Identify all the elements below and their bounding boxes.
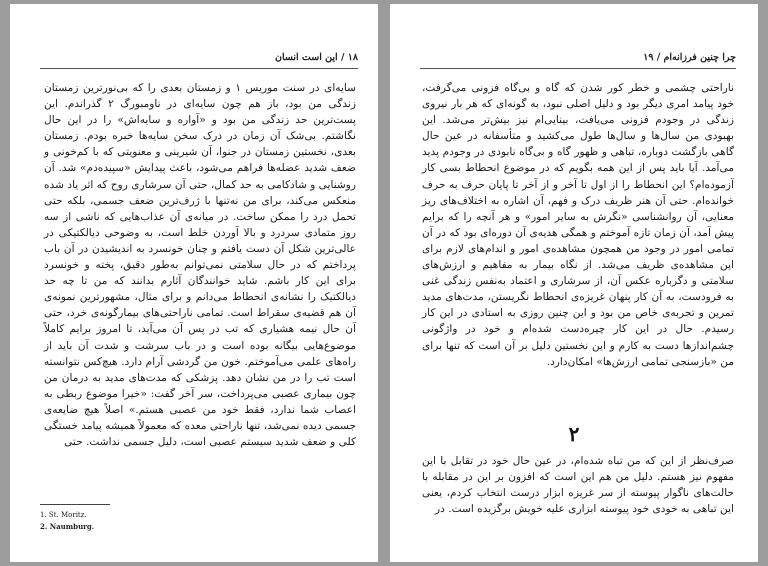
left-running-head: ۱۸ / این است انسان: [275, 52, 358, 63]
left-header-rule: [40, 68, 358, 69]
left-page: [10, 4, 378, 562]
footnotes: [40, 510, 94, 532]
footnote-1: 1. St. Moritz.: [40, 511, 87, 519]
footnote-rule: [40, 504, 110, 505]
right-paragraph: ناراحتی چشمی و خطر کور شدن که گاه و بی‌گاه فزونی می‌گرفت، خود پیامد امری دیگر بود و دلیل اصلی نبود، به گونه‌ای که هر بار نیروی زندگی در وجودم فزونی می‌یافت، بینایی‌ام نیز بیش‌تر می‌شد. این بهبودی من سال‌ها و سال‌ها طول می‌کشید و متأسفانه در عین حال گاهی بازگشت دوباره، تباهی و ظهور گاه و بی‌گاه نابودی در وجودم پدید می‌آمد. آیا باید پس از این همه بگویم که در موضوع انحطاط بسی کار آزموده‌ام؟ این انحطاط را از اول تا آخر و از آخر تا پایان حرف به حرف خوانده‌ام. حتی آن هنر ظریف درک و فهم، آن اشاره به اختلاف‌های ریز معنایی، آن روانشناسی «نگرش به سایر امور» و هر آنچه را که برایم پیش آمد، آن زمان تازه آموختم و همگی هدیه‌ی آن دوره‌ای بود که در آن تمامی امور در وجود من همچون مشاهده‌ی امور و اندام‌های لازم برای این مشاهده‌ی ظریف می‌شد. از نگاه بیمار به مفاهیم و ارزش‌های سلامتی و دگرباره عکس آن، از سرشاری و اعتماد به‌نفس زندگی غنی به فرودست، به آن کار پنهان غریزه‌ی انحطاط نگریستن، مدت‌های مدید تمرین و تجربه‌ی خاص من بود و این چنین روزی به استادی در این کار رسیدم. حال در این کار چیره‌دست شده‌ام و خود در واژگونی چشم‌اندازها دست به کارم و این نخستین دلیل بر آن است که تنها برای من «بازسنجی تمامی ارزش‌ها» امکان‌دارد.: [422, 82, 734, 368]
right-page: [390, 4, 758, 562]
right-running-head: چرا چنین فرزانه‌ام / ۱۹: [643, 52, 736, 63]
footnote-2: 2. Naumburg.: [40, 522, 95, 531]
section-2-text: [422, 453, 734, 517]
right-body-text: [422, 80, 734, 370]
left-paragraph: سایه‌ای در سنت موریس ۱ و زمستان بعدی را که بی‌نورترین زمستان زندگی من بود، باز هم چون سایه‌ای در ناومبورگ ۲ گذراندم. این پست‌ترین حد زندگی من بود و «آواره و سایه‌اش» را در این حال نگاشتم. بی‌شک آن زمان در درک سخن سایه‌ها خبره بودم. زمستان بعدی، نخستین زمستان در جنوا، آن شیرینی و معنویتی که با کم‌خونی و ضعف شدید عضله‌ها فراهم می‌شود، باعث پیدایش «سپیده‌دم» شد. آن روشنایی و شادکامی به حد کمال، حتی آن سرشاری روح که اثر یاد شده منعکس می‌کند، برای من نه‌تنها با ژرف‌ترین ضعف جسمی، بلکه حتی تحمل درد را ممکن ساخت. در میانه‌ی آن عذاب‌هایی که ناشی از سه روز متمادی سردرد و بالا آوردن خلط است، به وضوحی دیالکتیکی در عالی‌ترین شکل آن دست یافتم و چنان خونسرد به اندیشیدن در آن باب پرداختم که در حال سلامتی نمی‌توانم به‌طور دقیق، پخته و خونسرد برای این کار باشم. شاید خوانندگان آثارم بدانند که من تا چه حد دیالکتیک را نشانه‌ی انحطاط می‌دانم و برای مثال، مشهورترین نمونه‌ی آن هم قضیه‌ی سقراط است. تمامی ناراحتی‌های بیمارگونه‌ی خرد، حتی آن حال نیمه هشیاری که تب در پس آن می‌آید، تا امروز برایم کاملاً موضوع‌هایی بیگانه بوده است و در باب سرشت و شدت آن باید از راه‌های علمی می‌آموختم. خون من گردشی آرام دارد. هیچ‌کس نتوانسته است تب را در من نشان دهد. پزشکی که مدت‌های مدید به درمان من چون بیماری عصبی می‌پرداخت، سر آخر گفت: «خیرا موضوع ربطی به اعصاب شما ندارد، فقط خود من عصبی هستم.» اصلاً هیچ ضایعه‌ی جسمی دیده نمی‌شد، تنها ناراحتی معده که معمولاً همیشه پیامد خستگی کلی و ضعف شدید سیستم عصبی است، دلیل جسمی نداشت. حتی: [44, 82, 356, 449]
section-2-paragraph: صرف‌نظر از این که من تباه شده‌ام، در عین حال خود در تقابل با این مفهوم نیز هستم. دلیل من هم این است که افزون بر این در مقابله با حالت‌های ناگوار پیوسته از سر غریزه ابزار درست انتخاب کردم، یعنی این تباهی به خودی خود پیوسته ابزاری علیه خویش برگزیده است. در: [422, 455, 734, 516]
section-number: ۲: [568, 422, 580, 446]
left-body-text: [44, 80, 356, 450]
right-header-rule: [420, 68, 736, 69]
